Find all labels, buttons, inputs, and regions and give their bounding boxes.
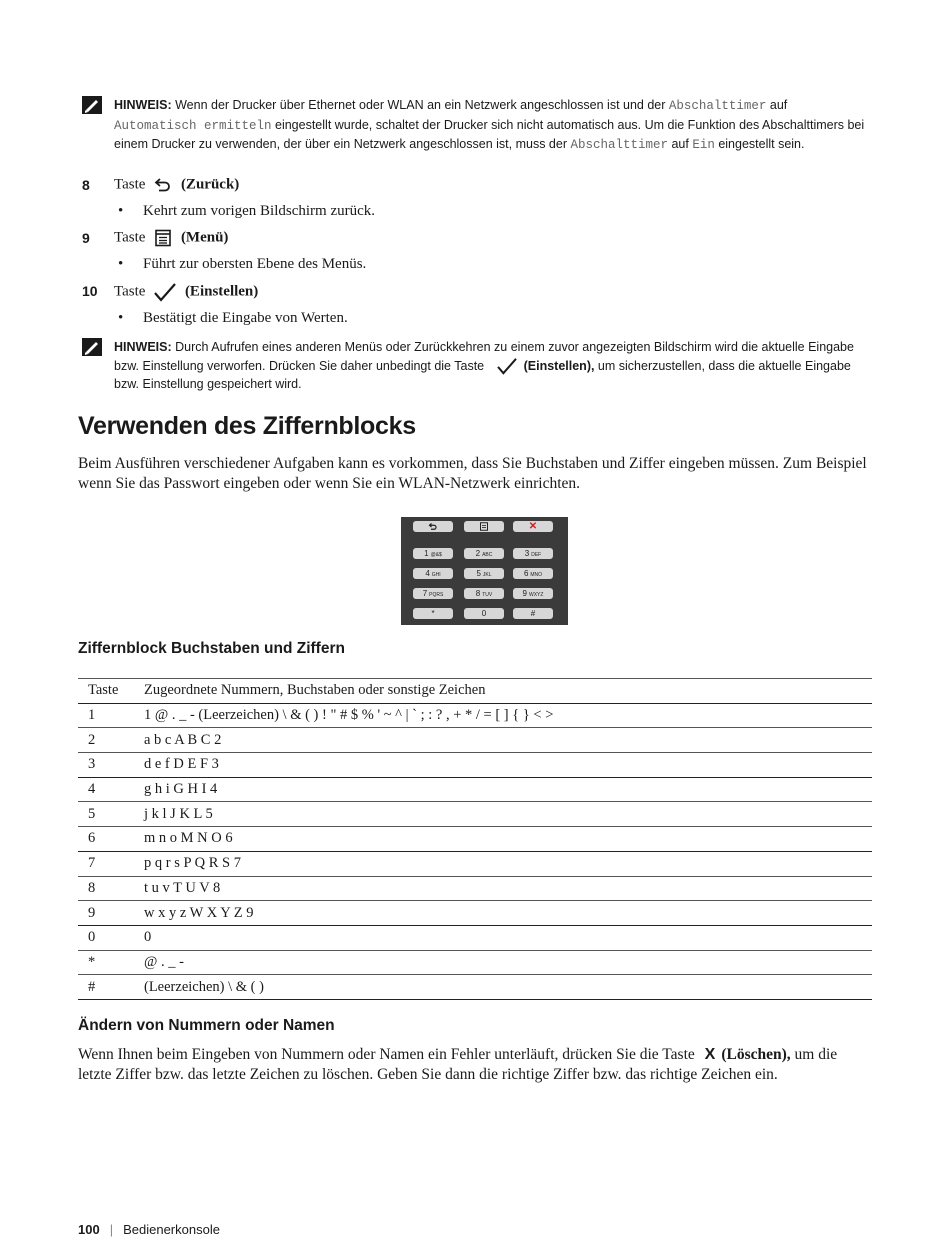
bullet-text: Führt zur obersten Ebene des Menüs. [143,256,367,272]
table-row [78,851,872,876]
table-row [78,753,872,778]
keypad-key [413,568,453,579]
clear-x-icon: ✕ [528,521,538,532]
paragraph-text: um die letzte Ziffer bzw. das letzte Zeichen zu löschen. Geben Sie dann die richtige Ziffer bzw. das richtige Zeichen ein. [78,1046,838,1083]
characters-cell: t u v T U V 8 [134,876,872,901]
table-row [78,925,872,950]
key-cell: 5 [78,802,134,827]
footer-separator: | [109,1222,114,1237]
section-title: Verwenden des Ziffernblocks [78,412,416,440]
key-cell: 6 [78,827,134,852]
key-digit: 8 [475,589,481,598]
keypad-key [513,588,553,599]
characters-cell: m n o M N O 6 [134,827,872,852]
checkmark-icon [494,357,520,375]
keypad-key [464,568,504,579]
paragraph-text: Wenn Ihnen beim Eingeben von Nummern oder Namen ein Fehler unterläuft, drücken Sie die Taste [78,1046,699,1063]
note-1 [82,96,872,155]
clear-key [513,521,553,532]
step-prefix: Taste [114,176,146,193]
characters-cell: (Leerzeichen) \ & ( ) [134,975,872,1000]
characters-cell: @ . _ - [134,950,872,975]
step-number: 8 [82,177,90,193]
key-digit: 7 [422,589,428,598]
table-header-row [78,679,872,704]
back-arrow-icon [428,522,438,531]
bullet-text: Bestätigt die Eingabe von Werten. [143,310,348,326]
keypad-key [464,588,504,599]
step-8-bullet [118,203,375,220]
keypad-image [401,517,568,625]
chapter-name: Bedienerkonsole [123,1222,220,1237]
key-digit: 4 [425,569,430,578]
key-digit: # [530,609,536,618]
step-10-bullet [118,310,348,327]
step-label: (Zurück) [180,176,240,193]
key-mapping-table [78,678,872,1000]
keypad-key [413,588,453,599]
table-row [78,827,872,852]
page-footer [78,1222,220,1237]
table-row [78,777,872,802]
step-prefix: Taste [114,283,146,300]
table-row [78,950,872,975]
section-intro: Beim Ausführen verschiedener Aufgaben kann es vorkommen, dass Sie Buchstaben und Ziffer eingeben müssen. Zum Beispiel wenn Sie das Passwort eingeben oder wenn Sie ein WLAN-Netzwerk einrichten. [78,455,867,492]
key-letters: WXYZ [529,592,544,598]
characters-cell: a b c A B C 2 [134,728,872,753]
key-letters: GHI [431,572,441,578]
menu-value: Automatisch ermitteln [114,118,272,133]
note-text: eingestellt sein. [714,137,805,151]
keypad-key [464,608,504,619]
change-section-title: Ändern von Nummern oder Namen [78,1017,335,1034]
characters-cell: w x y z W X Y Z 9 [134,901,872,926]
key-cell: 0 [78,925,134,950]
characters-cell: 0 [134,925,872,950]
menu-value: Ein [692,138,715,152]
key-cell: 9 [78,901,134,926]
note-text: auf [766,98,788,112]
note-label: HINWEIS: [114,340,172,354]
menu-list-icon [479,522,489,531]
table-row [78,975,872,1000]
key-name: (Löschen), [721,1046,791,1063]
key-letters: DEF [531,552,542,558]
key-cell: * [78,950,134,975]
note-text: auf [668,137,693,151]
table-row [78,876,872,901]
table-row [78,728,872,753]
note-pencil-icon [82,338,102,356]
page-number: 100 [78,1222,100,1237]
key-cell: 2 [78,728,134,753]
key-digit: 2 [475,549,481,558]
menu-value: Abschalttimer [668,99,767,113]
note-pencil-icon [82,96,102,114]
keypad-key [413,608,453,619]
menu-key [464,521,504,532]
step-number: 10 [82,283,98,299]
step-9-bullet [118,256,366,273]
note-text: eingestellt wurde, schaltet der Drucker sich nicht automatisch aus. Um die Funktion des Abschalttimers bei einem Drucker zu verwenden, der über ein Netzwerk angeschlossen ist, muss der [114,117,865,151]
keypad-key [513,548,553,559]
back-key [413,521,453,532]
bullet-dot: • [118,203,124,219]
key-letters: ABC [482,552,493,558]
note-text: um sicherzustellen, dass die aktuelle Eingabe bzw. Einstellung gespeichert wird. [114,358,851,392]
step-8 [114,176,239,194]
change-section-text [78,1045,874,1085]
menu-value: Abschalttimer [570,138,668,152]
keypad-key [513,568,553,579]
key-cell: 8 [78,876,134,901]
key-digit: * [431,609,435,618]
keypad-key [513,608,553,619]
note-text: Wenn der Drucker über Ethernet oder WLAN an ein Netzwerk angeschlossen ist und der [171,98,669,112]
table-row [78,802,872,827]
table-row [78,901,872,926]
bullet-text: Kehrt zum vorigen Bildschirm zurück. [143,203,376,219]
bullet-dot: • [118,310,124,326]
key-letters: PQRS [429,592,444,598]
key-digit: 3 [524,549,530,558]
checkmark-icon [153,282,177,302]
key-name: (Einstellen), [523,358,595,373]
characters-cell: 1 @ . _ - (Leerzeichen) \ & ( ) ! " # $ % ' ~ ^ | ` ; : ? , + * / = [ ] { } < > [134,703,872,728]
note-2 [82,338,872,394]
bullet-dot: • [118,256,124,272]
key-letters: JKL [482,572,492,578]
key-digit: 0 [481,609,487,618]
key-letters: @&$ [430,552,442,558]
delete-x-icon: X [704,1046,716,1063]
step-10 [114,282,258,302]
key-cell: 7 [78,851,134,876]
characters-cell: p q r s P Q R S 7 [134,851,872,876]
characters-cell: j k l J K L 5 [134,802,872,827]
key-cell: 4 [78,777,134,802]
column-header: Taste [78,679,134,704]
table-row [78,703,872,728]
table-section-title: Ziffernblock Buchstaben und Ziffern [78,640,345,657]
characters-cell: g h i G H I 4 [134,777,872,802]
step-9 [114,229,228,247]
note-label: HINWEIS: [114,98,172,112]
step-label: (Menü) [180,229,229,246]
step-prefix: Taste [114,229,146,246]
key-digit: 9 [522,589,527,598]
key-cell: 3 [78,753,134,778]
key-cell: 1 [78,703,134,728]
step-label: (Einstellen) [184,283,259,300]
key-digit: 6 [523,569,529,578]
column-header: Zugeordnete Nummern, Buchstaben oder sonstige Zeichen [134,679,872,704]
key-letters: TUV [482,592,493,598]
keypad-key [413,548,453,559]
key-digit: 5 [476,569,481,578]
key-letters: MNO [530,572,543,578]
key-digit: 1 [424,549,429,558]
keypad-key [464,548,504,559]
step-number: 9 [82,230,90,246]
menu-list-icon [153,229,173,247]
characters-cell: d e f D E F 3 [134,753,872,778]
note-text: Durch Aufrufen eines anderen Menüs oder Zurückkehren zu einem zuvor angezeigten Bildschirm wird die aktuelle Eingabe bzw. Einstellung verworfen. Drücken Sie daher unbedingt die Taste [114,340,854,373]
back-arrow-icon [153,176,173,194]
key-cell: # [78,975,134,1000]
